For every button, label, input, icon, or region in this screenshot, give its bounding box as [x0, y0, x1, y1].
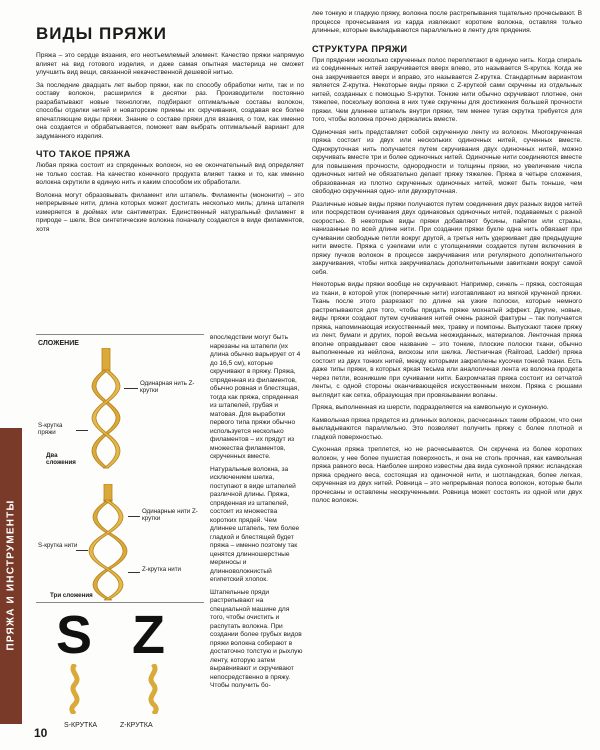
paragraph: За последние двадцать лет выбор пряжи, как по способу обработки нити, так и по составу волокон, расширился в десятки раз. Производители постоянно разрабатывают новые технологии, подбирают оптимальные составы волокон, способы отделки нитей и новаторские приемы их скручивания, создавая все более впечатляющие виды пряжи. Знание о составе пряжи для вязания, о том, как именно она создается и обрабатывается, поможет вам выбрать оптимальный вариант для задуманного изделия. — [36, 81, 304, 140]
paragraph: При прядении несколько скрученных полос переплетают в единую нить. Когда спираль из соединенных нитей закручивается вверх влево, это называется S-крутка. Когда же она закручивается вверх и вправо, это называется Z-крутка. Стандартным вариантом является Z-крутка. Некоторые виды пряжи с Z-круткой сами скручены из отдельных нитей, созданных с помощью S-крутки. Тонкие нити обычно скручивают плотнее, они тяжелее, поскольку волокна в них туже скручены для достижения большей прочности пряжи. Чем длиннее штапель внутри пряжи, тем менее тугая скрутка требуется для того, чтобы волокна прочно держались вместе. — [312, 56, 582, 123]
leader-line — [128, 516, 140, 517]
paragraph: Камвольная пряжа прядется из длинных волокон, расчесанных таким образом, что они выкладываются параллельно. Это позволяет получить пряжу с более плотной и гладкой поверхностью. — [312, 416, 582, 441]
leader-line — [76, 550, 88, 551]
right-column — [312, 10, 582, 510]
paragraph: Различные новые виды пряжи получаются путем соединения двух разных видов нитей или посредством сучивания двух одинаковых одиночных нитей, подаваемых с разной скоростью. В некоторые виды пряжи добавляют бусины, пайетки или стразы, нанизанные по всей длине нити. При создании пряжи букле одна нить обвязает при сучивании свободные петли вокруг другой, а третья нить удерживает две предыдущие нити вместе. Пряжа с узелками или с утолщениями создается путем включения в пряжу пучков волокон в процессе закручивания или регулярного дополнительного закручивания, чтобы нитка закручивалась дополнительными завитками вокруг самой себя. — [312, 200, 582, 276]
paragraph: Одиночная нить представляет собой скрученную ленту из волокон. Многокрученная пряжа состоит из двух или нескольких одиночных нитей, сученных вместе. Однокруточная нить получается путем скручивания двух одиночных нитей, можно скручивать вместе три и более одиночных нитей. Одиночные нити соединяются вместе для повышения прочности, однородности и толщины пряжи, но увеличение числа одиночных нитей не обязательно делает пряжу тяжелее. Пряжа в четыре сложения, образованная из плотно скрученных одиночных нитей, может быть тоньше, чем свободно скрученная одно- или двухкруточная. — [312, 128, 582, 195]
intro-paragraph: Пряжа – это сердце вязания, его неотъемлемый элемент. Качество пряжи напрямую влияет на вид готового изделия, и даже самая опытная мастерица не сможет улучшить вид вещи, связанной некачественной дешевой нитью. — [36, 52, 304, 76]
page-title: ВИДЫ ПРЯЖИ — [36, 24, 167, 43]
paragraph: Натуральные волокна, за исключением шелка, поступают в виде штапелей различной длины. Пряжа, спряденная из штапелей, состоит из множества коротких прядей. Чем длиннее штапель, тем более гладкой и блестящей будет пряжа – именно поэтому так ценятся длинношерстные мериносы и длинноволокнистый египетский хлопок. — [210, 465, 300, 583]
label-two-ply: Два сложения — [46, 452, 76, 467]
paragraph: Суконная пряжа треплется, но не расчесывается. Он скручена из более коротких волокон, у нее более пушистая поверхность, и она не столь прочная, как камвольная пряжа равного веса. Наиболее широко известны два вида суконной пряжи: исландская пряжа среднего веса, состоящая из одиночной нити, и шотландская, более легкая, скрученная из двух нитей. Ровница – это непрерывная полоса волокон, которые были прочесаны и оставлены нескрученными. Ровница может состоять из одной или двух полос волокон. — [312, 446, 582, 504]
z-twist-strand-icon — [144, 664, 162, 714]
leader-line — [128, 572, 140, 573]
paragraph: Штапельные пряди растрепывают на специальной машине для того, чтобы очистить и распутать волокна. При создании более грубых видов пряжи волокна собирают в достаточно толстую и рыхлую ленту, которую затем выравнивают и скручивают непосредственно в пряжу. Чтобы получить бо- — [210, 588, 303, 689]
left-column — [36, 10, 304, 238]
big-z-letter: Z — [132, 605, 165, 665]
divider — [36, 602, 204, 603]
label-single-z: Одинарная нить Z-крутки — [140, 380, 195, 395]
label-s-twist-thread: S-крутка нити — [38, 542, 78, 549]
paragraph: Некоторые виды пряжи вообще не скручивают. Например, синель – пряжа, состоящая из ткани, в которой уток (поперечные нити) изготавливают из мягкой крученой пряжи. Ткань после этого разрезают по длине на узкие полоски, которые немного растрепываются для того, чтобы придать пряже мохнатый эффект. Другие, новые, виды пряжи создают путем сучивания нитей очень разной фактуры – так получается пряжа, напоминающая искусственный мех, травку и помпоны. Выпускают также пряжу из лент, бумаги и других, порой весьма неожиданных, материалов. Ленточная пряжа вполне оправдывает свое название – это тонкие, плоские полоски ткани, обычно выполненные из нейлона, вискозы или шелка. Лестничная (Railroad, Ladder) пряжа состоит из двух тонких нитей, между которыми закреплены кусочки тонкой ткани. Есть даже типы пряжи, в которых яркая тесьма или аналогичная лента из волокна продета через петли, возникшие при сучивании нити. Бахромчатая пряжа состоит из сетчатой ленты, с одной стороны оканчивающейся искусственным мехом. Пряжа с рюшами выглядит как сетка, образующая при провязывании воланы. — [312, 281, 582, 399]
big-s-letter: S — [56, 605, 93, 665]
caption-s-twist: S-КРУТКА — [64, 722, 98, 729]
three-ply-yarn-illustration — [82, 484, 134, 602]
section-heading-what-is-yarn: ЧТО ТАКОЕ ПРЯЖА — [36, 149, 131, 159]
page-number: 10 — [34, 726, 48, 740]
chapter-title: ПРЯЖА И ИНСТРУМЕНТЫ — [5, 499, 17, 651]
s-twist-strand-icon — [66, 664, 84, 714]
leader-line — [124, 388, 138, 389]
figure-title: СЛОЖЕНИЕ — [38, 340, 79, 347]
label-three-ply: Три сложения — [50, 592, 93, 599]
paragraph: Волокна могут образовывать филамент или штапель. Филаменты (мононити) – это непрерывные нити, длина которых может достигать несколько миль; длина штапеля измеряется в дюймах или сантиметрах. Единственный натуральный филамент в природе – шелк. Все синтетические волокна поначалу создаются в виде филаментов, хотя — [36, 191, 304, 233]
caption-z-twist: Z-КРУТКА — [120, 722, 153, 729]
section-heading-structure: СТРУКТУРА ПРЯЖИ — [312, 43, 408, 54]
middle-column — [210, 334, 304, 695]
paragraph: лее тонкую и гладкую пряжу, волокна после растрепывания тщательно прочесывают. В процессе прочесывания из карда извлекают короткие волокна, оставляя только длинные, которые выкладываются параллельно в ленту для прядения. — [312, 10, 582, 34]
paragraph: Пряжа, выполненная из шерсти, подразделяется на камвольную и суконную. — [312, 404, 549, 411]
paragraph: Любая пряжа состоит из спряденных волокон, но ее окончательный вид определяет не только состав. На качество конечного продукта влияет также и то, как именно волокна скрутили в единую нить и каким способом их обработали. — [36, 162, 304, 186]
label-z-twist-thread: Z-крутка нити — [142, 566, 182, 573]
two-ply-yarn-illustration — [82, 348, 130, 476]
label-single-z-2: Одинарные нити Z-крутки — [142, 508, 198, 523]
divider — [36, 334, 204, 335]
label-s-twist: S-крутка пряжи — [38, 422, 63, 437]
paragraph: впоследствии могут быть нарезаны на штапели (их длина обычно варьирует от 4 до 16,5 см), которые скручивают в пряжу. Пряжа, спряденная из филаментов, обычно ровная и блестящая, тогда как пряжа, спряденная из штапелей, грубая и матовая. Для выработки первого типа пряжи обычно используется несколько филаментов – их прядут из множества филаментов, скрученных вместе. — [210, 334, 301, 460]
ply-diagram — [36, 334, 204, 716]
